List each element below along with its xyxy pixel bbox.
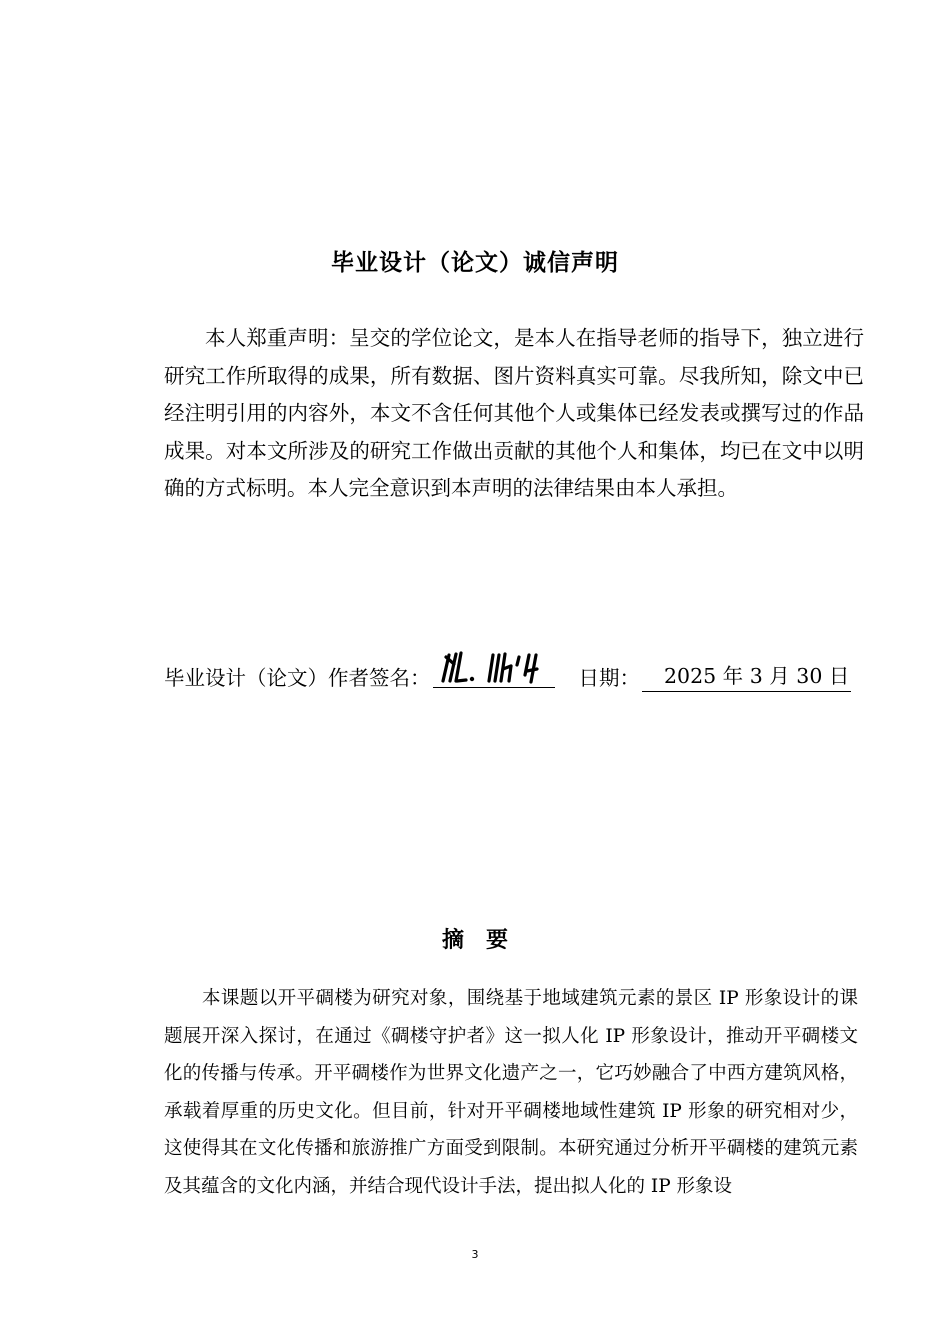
declaration-title: 毕业设计（论文）诚信声明 <box>331 250 619 276</box>
page-number: 3 <box>471 1248 479 1261</box>
handwritten-signature <box>439 649 551 687</box>
date-value: 2025 年 3 月 30 日 <box>642 661 851 692</box>
abstract-paragraph: 本课题以开平碉楼为研究对象，围绕基于地域建筑元素的景区 IP 形象设计的课题展开深入探讨，在通过《碉楼守护者》这一拟人化 IP 形象设计，推动开平碉楼文化的传播与传承。开平碉楼作为世界文化遗产之一，它巧妙融合了中西方建筑风格，承载着厚重的历史文化。但目前，针对开平碉楼地域性建筑 IP 形象的研究相对少，这使得其在文化传播和旅游推广方面受到限制。本研究通过分析开平碉楼的建筑元素及其蕴含的文化内涵，并结合现代设计手法，提出拟人化的 IP 形象设 <box>164 988 858 1197</box>
signature-field <box>433 661 555 688</box>
declaration-paragraph: 本人郑重声明：呈交的学位论文，是本人在指导老师的指导下，独立进行研究工作所取得的成果，所有数据、图片资料真实可靠。尽我所知，除文中已经注明引用的内容外，本文不含任何其他个人或集体已经发表或撰写过的作品成果。对本文所涉及的研究工作做出贡献的其他个人和集体，均已在文中以明确的方式标明。本人完全意识到本声明的法律结果由本人承担。 <box>164 326 864 500</box>
abstract-body <box>164 980 858 1205</box>
author-sign-label: 毕业设计（论文）作者签名： <box>164 666 431 690</box>
date-label: 日期： <box>578 666 640 690</box>
abstract-heading: 摘 要 <box>441 928 508 953</box>
signature-row <box>164 661 864 695</box>
declaration-body <box>164 320 864 508</box>
